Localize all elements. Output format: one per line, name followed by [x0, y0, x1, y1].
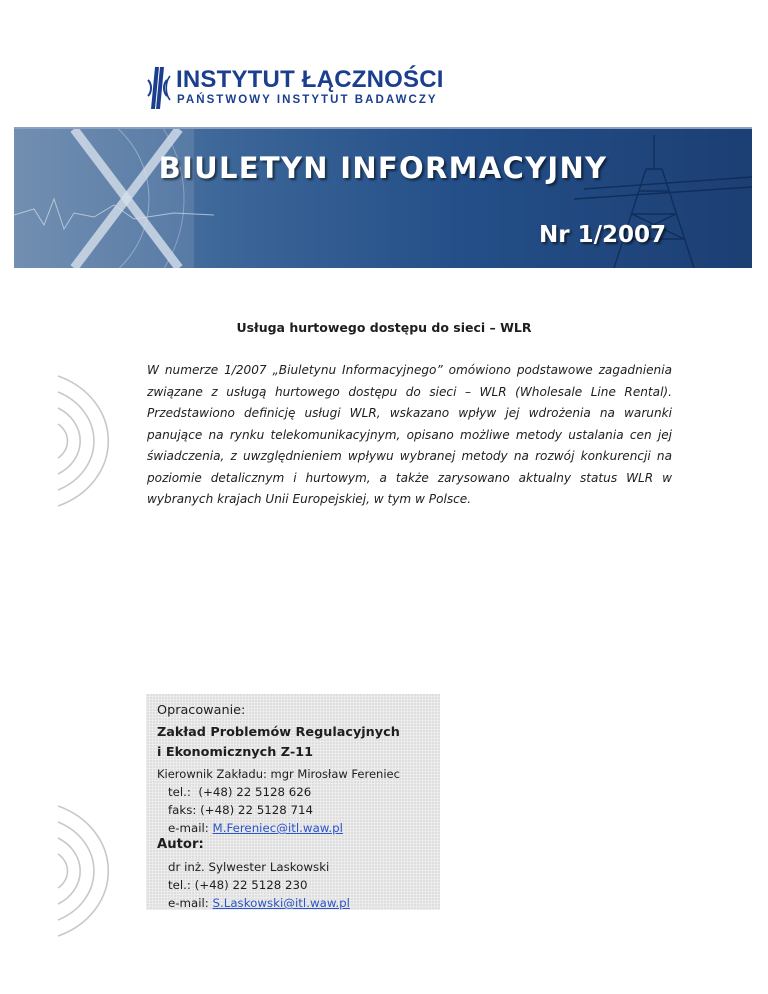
- issue-number: Nr 1/2007: [538, 222, 666, 248]
- department-email-link[interactable]: M.Fereniec@itl.waw.pl: [212, 821, 343, 835]
- institute-logo: [146, 64, 444, 112]
- department-fax: faks: (+48) 22 5128 714: [168, 803, 313, 817]
- email-label: e-mail:: [168, 896, 213, 910]
- department-head: Kierownik Zakładu: mgr Mirosław Fereniec: [157, 767, 400, 781]
- credits-box: [146, 694, 440, 910]
- department-email-line: [168, 821, 343, 835]
- department-name: Zakład Problemów Regulacyjnych: [157, 725, 400, 740]
- signal-arcs-icon: [54, 366, 144, 516]
- signal-arcs-icon: [54, 796, 144, 946]
- bulletin-banner: [14, 127, 752, 268]
- article-heading: Usługa hurtowego dostępu do sieci – WLR: [236, 320, 532, 335]
- author-email-line: [168, 896, 350, 910]
- author-label: Autor:: [157, 837, 204, 852]
- department-phone: tel.: (+48) 22 5128 626: [168, 785, 312, 799]
- credits-label: Opracowanie:: [157, 703, 246, 718]
- banner-title: BIULETYN INFORMACYJNY: [158, 151, 608, 185]
- logo-subtitle: PAŃSTWOWY INSTYTUT BADAWCZY: [177, 94, 438, 106]
- institute-emblem-icon: [146, 66, 172, 110]
- department-name-continued: i Ekonomicznych Z-11: [157, 745, 313, 760]
- article-lead: W numerze 1/2007 „Biuletynu Informacyjnego” omówiono podstawowe zagadnienia związane z usługą hurtowego dostępu do sieci – WLR (Wholesale Line Rental). Przedstawiono definicję usługi WLR, wskazano wpływ jej wdrożenia na warunki panujące na rynku telekomunikacyjnym, opisano możliwe metody ustalania cen jej świadczenia, z uwzględnieniem wpływu wybranej metody na rozwój konkurencji na poziomie detalicznym i hurtowym, a także zarysowano aktualny status WLR w wybranych krajach Unii Europejskiej, w tym w Polsce.: [147, 363, 672, 506]
- author-phone: tel.: (+48) 22 5128 230: [168, 878, 308, 892]
- email-label: e-mail:: [168, 821, 213, 835]
- logo-title: INSTYTUT ŁĄCZNOŚCI: [176, 66, 444, 93]
- author-name: dr inż. Sylwester Laskowski: [168, 860, 330, 874]
- author-email-link[interactable]: S.Laskowski@itl.waw.pl: [212, 896, 350, 910]
